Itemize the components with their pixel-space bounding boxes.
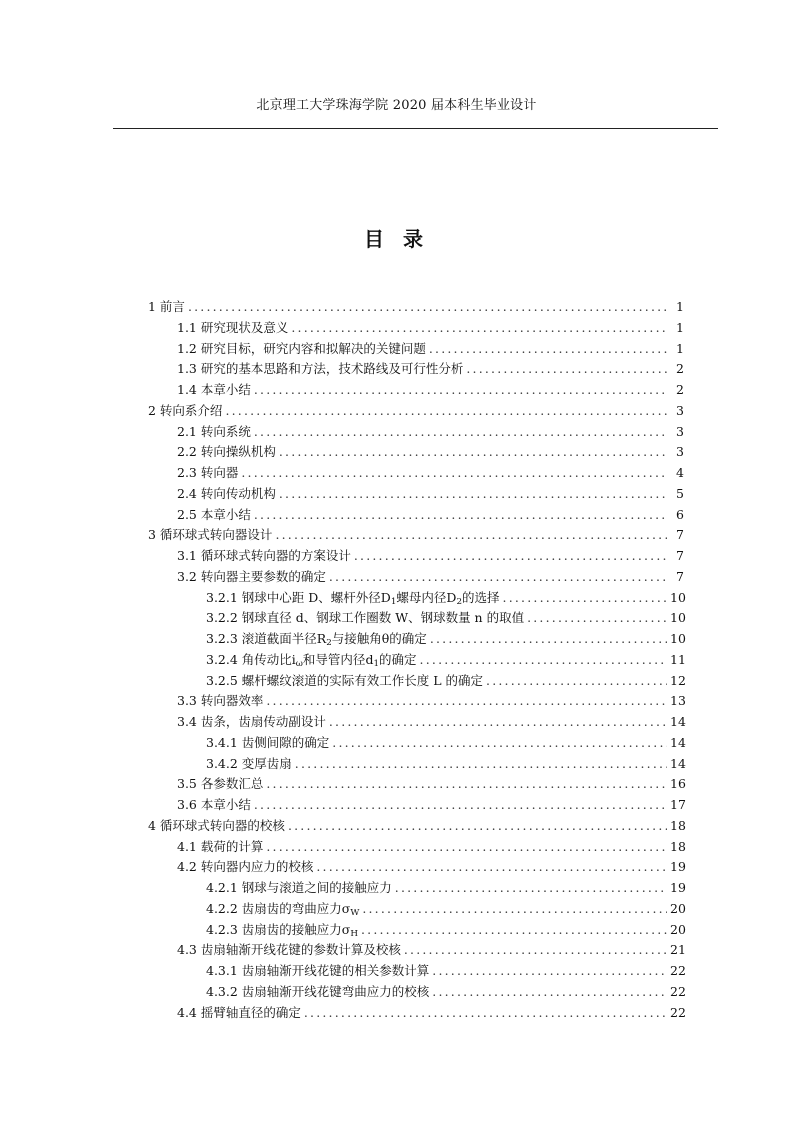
toc-entry-label: 3.4 齿条，齿扇传动副设计 bbox=[177, 714, 326, 729]
toc-leader-dots bbox=[225, 401, 667, 422]
toc-entry-label: 3.2.2 钢球直径 d、钢球工作圈数 W、钢球数量 n 的取值 bbox=[206, 610, 525, 626]
toc-entry[interactable] bbox=[148, 816, 684, 837]
toc-leader-dots bbox=[466, 359, 667, 380]
toc-page-number: 20 bbox=[670, 900, 686, 916]
toc-page-number: 14 bbox=[670, 714, 686, 729]
toc-entry-label: 4 循环球式转向器的校核 bbox=[148, 817, 285, 833]
toc-leader-dots bbox=[275, 525, 667, 546]
toc-leader-dots bbox=[332, 733, 667, 754]
toc-leader-dots bbox=[329, 567, 667, 588]
toc-page-number: 10 bbox=[670, 589, 686, 605]
toc-leader-dots bbox=[429, 339, 667, 360]
toc-page-number: 4 bbox=[676, 465, 684, 480]
toc-entry-label: 3.2.4 角传动比$i_\omega$和导管内径$d_1$的确定 bbox=[206, 651, 417, 669]
toc-title: 目 录 bbox=[364, 227, 429, 251]
toc-entry[interactable] bbox=[148, 525, 684, 546]
toc-entry[interactable] bbox=[148, 982, 684, 1003]
toc-entry-label: 4.1 载荷的计算 bbox=[177, 838, 264, 854]
toc-entry[interactable] bbox=[148, 380, 684, 401]
toc-leader-dots bbox=[304, 1003, 667, 1024]
toc-entry-label: 1.2 研究目标，研究内容和拟解决的关键问题 bbox=[177, 340, 426, 356]
toc-entry[interactable] bbox=[148, 774, 684, 795]
toc-entry-label: 3 循环球式转向器设计 bbox=[148, 527, 273, 543]
toc-leader-dots bbox=[188, 297, 667, 318]
toc-entry[interactable] bbox=[148, 691, 684, 712]
toc-page-number: 19 bbox=[670, 859, 686, 875]
toc-entry[interactable] bbox=[148, 484, 684, 505]
toc-page-number: 22 bbox=[670, 983, 686, 999]
toc-entry[interactable] bbox=[148, 712, 684, 733]
toc-entry-label: 2.5 本章小结 bbox=[177, 506, 251, 522]
toc-entry-label: 4.2.2 齿扇齿的弯曲应力$\sigma_W$ bbox=[206, 900, 360, 918]
toc-page-number: 2 bbox=[676, 361, 684, 377]
toc-entry[interactable] bbox=[148, 857, 684, 878]
toc-entry-label: 3.6 本章小结 bbox=[177, 797, 251, 812]
toc-entry[interactable] bbox=[148, 671, 684, 692]
toc-entry-label: 1.1 研究现状及意义 bbox=[177, 319, 289, 335]
toc-entry-label: 4.2.3 齿扇齿的接触应力$\sigma_H$ bbox=[206, 921, 358, 939]
toc-entry[interactable] bbox=[148, 567, 684, 588]
toc-entry-label: 4.3 齿扇轴渐开线花键的参数计算及校核 bbox=[177, 942, 401, 958]
toc-entry-label: 3.4.1 齿侧间隙的确定 bbox=[206, 734, 330, 750]
toc-entry-label: 3.1 循环球式转向器的方案设计 bbox=[177, 548, 351, 563]
toc-page-number: 6 bbox=[676, 506, 684, 522]
toc-entry-label: 1.3 研究的基本思路和方法，技术路线及可行性分析 bbox=[177, 361, 464, 377]
toc-entry[interactable] bbox=[148, 961, 684, 982]
toc-entry[interactable] bbox=[148, 629, 684, 650]
toc-page-number: 20 bbox=[670, 921, 686, 937]
toc-page-number: 7 bbox=[676, 527, 684, 543]
toc-leader-dots bbox=[254, 422, 667, 443]
toc-leader-dots bbox=[316, 857, 667, 878]
toc-entry-label: 4.2.1 钢球与滚道之间的接触应力 bbox=[206, 880, 392, 895]
toc-leader-dots bbox=[432, 961, 667, 982]
toc-page-number: 3 bbox=[676, 402, 684, 418]
toc-entry-label: 2.3 转向器 bbox=[177, 465, 239, 480]
table-of-contents bbox=[148, 297, 684, 1023]
toc-leader-dots bbox=[241, 463, 667, 484]
toc-page-number: 1 bbox=[676, 319, 684, 335]
toc-page-number: 16 bbox=[670, 776, 686, 792]
toc-leader-dots bbox=[362, 899, 667, 920]
toc-page-number: 12 bbox=[670, 672, 686, 688]
toc-page-number: 19 bbox=[670, 880, 686, 895]
toc-entry-label: 3.2.1 钢球中心距 D、螺杆外径$D_1$螺母内径$D_2$的选择 bbox=[206, 589, 500, 607]
toc-page-number: 10 bbox=[670, 631, 686, 646]
toc-entry-label: 4.2 转向器内应力的校核 bbox=[177, 859, 314, 875]
toc-page-number: 1 bbox=[676, 340, 684, 356]
toc-entry-label: 1.4 本章小结 bbox=[177, 382, 251, 397]
toc-entry-label: 3.4.2 变厚齿扇 bbox=[206, 755, 292, 771]
toc-entry[interactable] bbox=[148, 899, 684, 920]
toc-leader-dots bbox=[254, 505, 667, 526]
toc-entry-label: 4.3.1 齿扇轴渐开线花键的相关参数计算 bbox=[206, 963, 430, 978]
toc-entry[interactable] bbox=[148, 608, 684, 629]
toc-entry-label: 2.1 转向系统 bbox=[177, 423, 251, 439]
toc-page-number: 2 bbox=[676, 382, 684, 397]
toc-entry[interactable] bbox=[148, 920, 684, 941]
toc-page-number: 14 bbox=[670, 755, 686, 771]
toc-page-number: 3 bbox=[676, 444, 684, 460]
toc-entry[interactable] bbox=[148, 318, 684, 339]
toc-page-number: 18 bbox=[670, 817, 686, 833]
toc-page-number: 17 bbox=[670, 797, 686, 812]
toc-entry[interactable] bbox=[148, 401, 684, 422]
toc-entry-label: 4.3.2 齿扇轴渐开线花键弯曲应力的校核 bbox=[206, 983, 430, 999]
toc-entry-label: 2 转向系介绍 bbox=[148, 402, 223, 418]
toc-entry[interactable] bbox=[148, 795, 684, 816]
toc-entry-label: 3.2.3 滚道截面半径$R_2$与接触角θ的确定 bbox=[206, 631, 427, 649]
toc-entry-label: 3.2.5 螺杆螺纹滚道的实际有效工作长度 L 的确定 bbox=[206, 672, 484, 688]
page-header: 北京理工大学珠海学院 2020 届本科生毕业设计 bbox=[256, 98, 537, 113]
toc-leader-dots bbox=[291, 318, 667, 339]
toc-leader-dots bbox=[527, 608, 667, 629]
toc-leader-dots bbox=[266, 837, 667, 858]
toc-page-number: 5 bbox=[676, 485, 684, 501]
toc-leader-dots bbox=[503, 588, 667, 609]
toc-entry[interactable] bbox=[148, 1003, 684, 1024]
toc-entry[interactable] bbox=[148, 505, 684, 526]
toc-entry[interactable] bbox=[148, 442, 684, 463]
toc-leader-dots bbox=[295, 754, 667, 775]
toc-page-number: 11 bbox=[670, 651, 686, 667]
toc-entry[interactable] bbox=[148, 359, 684, 380]
toc-leader-dots bbox=[395, 878, 667, 899]
toc-page-number: 21 bbox=[670, 942, 686, 958]
toc-page-number: 22 bbox=[670, 1004, 686, 1020]
toc-page-number: 3 bbox=[676, 423, 684, 439]
toc-entry[interactable] bbox=[148, 754, 684, 775]
toc-leader-dots bbox=[361, 920, 667, 941]
toc-leader-dots bbox=[279, 484, 667, 505]
toc-leader-dots bbox=[279, 442, 667, 463]
toc-entry[interactable] bbox=[148, 546, 684, 567]
toc-entry[interactable] bbox=[148, 837, 684, 858]
header-divider bbox=[113, 128, 718, 129]
toc-entry[interactable] bbox=[148, 339, 684, 360]
toc-entry[interactable] bbox=[148, 588, 684, 609]
toc-entry[interactable] bbox=[148, 733, 684, 754]
toc-entry[interactable] bbox=[148, 878, 684, 899]
toc-page-number: 22 bbox=[670, 963, 686, 978]
toc-entry-label: 3.5 各参数汇总 bbox=[177, 776, 264, 792]
toc-page-number: 1 bbox=[676, 299, 684, 314]
toc-entry[interactable] bbox=[148, 422, 684, 443]
toc-leader-dots bbox=[354, 546, 667, 567]
toc-entry[interactable] bbox=[148, 940, 684, 961]
toc-entry-label: 3.3 转向器效率 bbox=[177, 693, 264, 709]
toc-leader-dots bbox=[432, 982, 667, 1003]
toc-leader-dots bbox=[430, 629, 667, 650]
toc-leader-dots bbox=[266, 774, 667, 795]
toc-leader-dots bbox=[329, 712, 667, 733]
toc-page-number: 10 bbox=[670, 610, 686, 626]
toc-leader-dots bbox=[288, 816, 667, 837]
toc-entry-label: 2.4 转向传动机构 bbox=[177, 485, 276, 501]
toc-page-number: 7 bbox=[676, 568, 684, 584]
toc-leader-dots bbox=[254, 795, 667, 816]
toc-page-number: 13 bbox=[670, 693, 686, 709]
toc-leader-dots bbox=[486, 671, 667, 692]
toc-page-number: 18 bbox=[670, 838, 686, 854]
toc-leader-dots bbox=[254, 380, 667, 401]
toc-entry-label: 1 前言 bbox=[148, 299, 185, 314]
toc-page-number: 7 bbox=[676, 548, 684, 563]
toc-entry[interactable] bbox=[148, 297, 684, 318]
toc-leader-dots bbox=[266, 691, 667, 712]
toc-entry-label: 3.2 转向器主要参数的确定 bbox=[177, 568, 326, 584]
toc-entry[interactable] bbox=[148, 463, 684, 484]
toc-leader-dots bbox=[404, 940, 667, 961]
toc-entry-label: 4.4 摇臂轴直径的确定 bbox=[177, 1004, 301, 1020]
toc-entry[interactable] bbox=[148, 650, 684, 671]
toc-page-number: 14 bbox=[670, 734, 686, 750]
toc-leader-dots bbox=[420, 650, 667, 671]
toc-entry-label: 2.2 转向操纵机构 bbox=[177, 444, 276, 460]
